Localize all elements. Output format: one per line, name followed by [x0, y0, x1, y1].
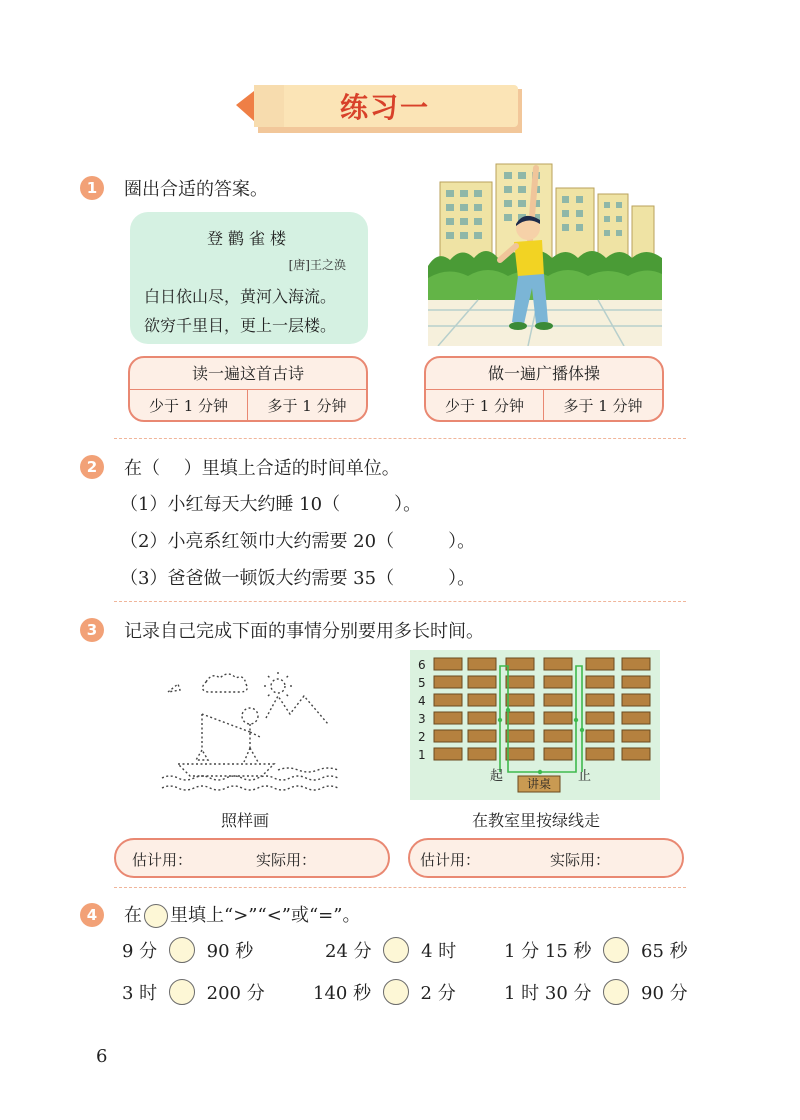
drawing-estimate-label: 估计用：: [132, 851, 193, 869]
comparison-right-value: 65 秒: [641, 941, 688, 962]
student-desk: [544, 748, 572, 760]
poem-line-2: 欲穷千里目，更上一层楼。: [144, 316, 337, 335]
comparison-item: [122, 937, 253, 963]
poem-line-1: 白日依山尽，黄河入海流。: [144, 287, 337, 306]
start-label: 起: [490, 769, 504, 784]
student-desk: [506, 748, 534, 760]
comparison-right-value: 200 分: [206, 983, 265, 1004]
fill-item-2[interactable]: （2）小亮系红领巾大约需要 20（ ）。: [120, 531, 476, 552]
comparison-left-value: 1 时 30 分: [504, 983, 592, 1004]
drawing-actual-label: 实际用：: [256, 851, 317, 869]
route-arrow-icon: [580, 728, 584, 732]
route-arrow-icon: [498, 718, 502, 722]
comparison-left-value: 9 分: [122, 941, 158, 962]
drawing-time-record: [114, 838, 390, 878]
route-arrow-icon: [538, 770, 542, 774]
prompt-circle-icon: [144, 904, 168, 928]
exercise-timing-heading: 做一遍广播体操: [426, 358, 662, 390]
student-desk: [622, 712, 650, 724]
student-desk: [544, 694, 572, 706]
dotted-drawing: [158, 670, 344, 794]
student-desk: [622, 748, 650, 760]
comparison-right-value: 90 分: [641, 983, 688, 1004]
row-label: 6: [418, 658, 426, 672]
right-caption: 在教室里按绿线走: [471, 811, 600, 830]
classroom-diagram: [410, 650, 660, 800]
question-1-prompt: 圈出合适的答案。: [124, 179, 268, 200]
question-1-badge: 1: [80, 176, 104, 200]
student-desk: [586, 730, 614, 742]
student-desk: [434, 730, 462, 742]
row-label: 4: [418, 694, 426, 708]
left-caption: 照样画: [220, 811, 269, 830]
comparison-circle[interactable]: [603, 937, 629, 963]
row-label: 3: [418, 712, 426, 726]
exercise-timing-choice: [424, 356, 664, 422]
question-3-prompt: 记录自己完成下面的事情分别要用多长时间。: [124, 621, 484, 642]
student-desk: [468, 730, 496, 742]
question-2-badge: 2: [80, 455, 104, 479]
poem-option-less-than-1-minute[interactable]: 少于 1 分钟: [130, 390, 248, 422]
comparison-right-value: 90 秒: [206, 941, 254, 962]
student-desk: [506, 676, 534, 688]
comparison-left-value: 24 分: [325, 941, 372, 962]
route-arrow-icon: [574, 718, 578, 722]
poem-card: [130, 212, 368, 344]
walking-estimate-label: 估计用：: [420, 851, 481, 869]
student-desk: [544, 730, 572, 742]
comparison-item: [504, 979, 688, 1005]
comparison-circle[interactable]: [383, 979, 409, 1005]
student-desk: [506, 730, 534, 742]
comparison-right-value: 4 时: [421, 941, 457, 962]
comparison-circle[interactable]: [383, 937, 409, 963]
exercise-option-more-than-1-minute[interactable]: 多于 1 分钟: [563, 397, 643, 415]
row-label: 5: [418, 676, 426, 690]
comparison-left-value: 140 秒: [313, 983, 372, 1004]
student-desk: [434, 712, 462, 724]
comparison-circle[interactable]: [169, 979, 195, 1005]
fill-item-1[interactable]: （1）小红每天大约睡 10（ ）。: [120, 494, 422, 515]
walking-time-record: [408, 838, 684, 878]
comparison-left-value: 3 时: [122, 983, 158, 1004]
poem-author: [唐]王之涣: [288, 258, 346, 272]
page-number: 6: [96, 1046, 108, 1067]
student-desk: [544, 712, 572, 724]
separator-3: [114, 887, 686, 888]
row-label: 1: [418, 748, 426, 762]
comparison-left-value: 1 分 15 秒: [504, 941, 592, 962]
student-desk: [434, 748, 462, 760]
student-desk: [544, 658, 572, 670]
question-4-badge: 4: [80, 903, 104, 927]
student-desk: [468, 694, 496, 706]
student-desk: [586, 712, 614, 724]
student-desk: [586, 676, 614, 688]
question-4-prompt-end: 里填上“>”“<”或“=”。: [170, 905, 361, 926]
student-desk: [506, 694, 534, 706]
student-desk: [622, 730, 650, 742]
poem-option-more-than-1-minute[interactable]: 多于 1 分钟: [267, 397, 347, 415]
student-desk: [434, 676, 462, 688]
fill-item-3[interactable]: （3）爸爸做一顿饭大约需要 35（ ）。: [120, 568, 476, 589]
student-desk: [506, 712, 534, 724]
route-arrow-icon: [506, 708, 510, 712]
student-desk: [434, 694, 462, 706]
student-desk: [434, 658, 462, 670]
student-desk: [544, 676, 572, 688]
student-desk: [586, 694, 614, 706]
student-desk: [468, 748, 496, 760]
exercise-illustration: [428, 158, 662, 346]
question-2-prompt: 在（ ）里填上合适的时间单位。: [124, 458, 400, 479]
question-4-prompt: [124, 901, 360, 928]
exercise-option-less-than-1-minute[interactable]: 少于 1 分钟: [426, 390, 544, 422]
comparison-item: [325, 937, 456, 963]
student-desk: [468, 712, 496, 724]
comparison-circle[interactable]: [603, 979, 629, 1005]
student-desk: [622, 676, 650, 688]
student-desk: [468, 658, 496, 670]
end-label: 止: [578, 769, 592, 784]
teacher-desk-label: 讲桌: [526, 777, 552, 791]
poem-timing-choice: [128, 356, 368, 422]
comparison-item: [504, 937, 688, 963]
poem-title: 登鹳雀楼: [206, 229, 291, 248]
student-desk: [506, 658, 534, 670]
student-desk: [586, 748, 614, 760]
comparison-item: [122, 979, 265, 1005]
student-desk: [622, 694, 650, 706]
separator-1: [114, 438, 686, 439]
classroom-map: [410, 650, 660, 800]
student-desk: [468, 676, 496, 688]
walking-actual-label: 实际用：: [550, 851, 611, 869]
student-desk: [622, 658, 650, 670]
question-3-badge: 3: [80, 618, 104, 642]
row-label: 2: [418, 730, 426, 744]
comparison-right-value: 2 分: [420, 983, 456, 1004]
question-4-prompt-start: 在: [124, 905, 142, 926]
student-desk: [586, 658, 614, 670]
title-banner: [232, 83, 522, 133]
page-title: 练习一: [339, 91, 430, 124]
comparison-circle[interactable]: [169, 937, 195, 963]
poem-timing-heading: 读一遍这首古诗: [130, 358, 366, 390]
comparison-item: [313, 979, 456, 1005]
separator-2: [114, 601, 686, 602]
